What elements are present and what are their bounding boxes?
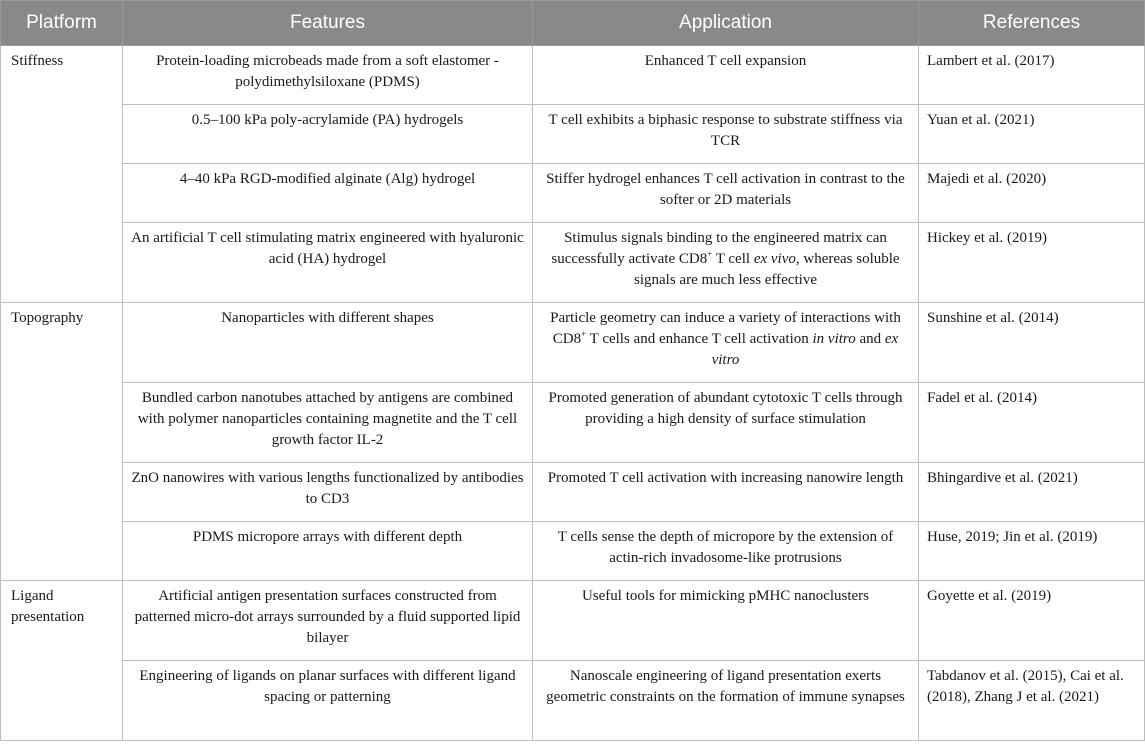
platform-cell-empty xyxy=(1,661,123,741)
features-cell: 4–40 kPa RGD-modified alginate (Alg) hydrogel xyxy=(123,164,533,223)
application-cell: Promoted generation of abundant cytotoxic T cells through providing a high density of surface stimulation xyxy=(533,383,919,463)
platform-cell-empty xyxy=(1,463,123,522)
platform-cell-stiffness: Stiffness xyxy=(1,46,123,105)
platform-cell-empty xyxy=(1,164,123,223)
features-cell: ZnO nanowires with various lengths functionalized by antibodies to CD3 xyxy=(123,463,533,522)
application-cell: T cell exhibits a biphasic response to substrate stiffness via TCR xyxy=(533,105,919,164)
platform-cell-ligand: Ligand presentation xyxy=(1,581,123,661)
features-cell: Artificial antigen presentation surfaces constructed from patterned micro-dot arrays surrounded by a fluid supported lipid bilayer xyxy=(123,581,533,661)
features-cell: Protein-loading microbeads made from a soft elastomer - polydimethylsiloxane (PDMS) xyxy=(123,46,533,105)
references-cell: Bhingardive et al. (2021) xyxy=(919,463,1145,522)
references-cell: Fadel et al. (2014) xyxy=(919,383,1145,463)
application-cell: Stiffer hydrogel enhances T cell activation in contrast to the softer or 2D materials xyxy=(533,164,919,223)
header-row xyxy=(1,1,1145,46)
references-cell: Tabdanov et al. (2015), Cai et al. (2018), Zhang J et al. (2021) xyxy=(919,661,1145,741)
table-row xyxy=(1,522,1145,581)
application-cell: Particle geometry can induce a variety of interactions with CD8+ T cells and enhance T cell activation in vitro and ex vitro xyxy=(533,303,919,383)
application-cell: Useful tools for mimicking pMHC nanoclusters xyxy=(533,581,919,661)
table-row xyxy=(1,661,1145,741)
features-cell: Bundled carbon nanotubes attached by antigens are combined with polymer nanoparticles containing magnetite and the T cell growth factor IL-2 xyxy=(123,383,533,463)
platform-cell-empty xyxy=(1,223,123,303)
table-row xyxy=(1,223,1145,303)
table-row xyxy=(1,383,1145,463)
references-cell: Goyette et al. (2019) xyxy=(919,581,1145,661)
platform-cell-empty xyxy=(1,383,123,463)
application-cell: Enhanced T cell expansion xyxy=(533,46,919,105)
table-row xyxy=(1,105,1145,164)
table-row xyxy=(1,303,1145,383)
application-cell: Stimulus signals binding to the engineered matrix can successfully activate CD8+ T cell ex vivo, whereas soluble signals are much less effective xyxy=(533,223,919,303)
table-row xyxy=(1,581,1145,661)
table-row xyxy=(1,46,1145,105)
platform-cell-empty xyxy=(1,522,123,581)
header-application: Application xyxy=(533,1,919,46)
table-row xyxy=(1,164,1145,223)
features-cell: An artificial T cell stimulating matrix engineered with hyaluronic acid (HA) hydrogel xyxy=(123,223,533,303)
references-cell: Huse, 2019; Jin et al. (2019) xyxy=(919,522,1145,581)
table-row xyxy=(1,463,1145,522)
features-cell: PDMS micropore arrays with different depth xyxy=(123,522,533,581)
header-platform: Platform xyxy=(1,1,123,46)
platform-cell-empty xyxy=(1,105,123,164)
application-cell: T cells sense the depth of micropore by the extension of actin-rich invadosome-like protrusions xyxy=(533,522,919,581)
features-cell: Nanoparticles with different shapes xyxy=(123,303,533,383)
features-cell: 0.5–100 kPa poly-acrylamide (PA) hydrogels xyxy=(123,105,533,164)
references-cell: Majedi et al. (2020) xyxy=(919,164,1145,223)
references-cell: Yuan et al. (2021) xyxy=(919,105,1145,164)
platform-cell-topography: Topography xyxy=(1,303,123,383)
features-cell: Engineering of ligands on planar surfaces with different ligand spacing or patterning xyxy=(123,661,533,741)
application-cell: Nanoscale engineering of ligand presentation exerts geometric constraints on the formation of immune synapses xyxy=(533,661,919,741)
header-references: References xyxy=(919,1,1145,46)
header-features: Features xyxy=(123,1,533,46)
application-cell: Promoted T cell activation with increasing nanowire length xyxy=(533,463,919,522)
references-cell: Sunshine et al. (2014) xyxy=(919,303,1145,383)
references-cell: Hickey et al. (2019) xyxy=(919,223,1145,303)
references-cell: Lambert et al. (2017) xyxy=(919,46,1145,105)
